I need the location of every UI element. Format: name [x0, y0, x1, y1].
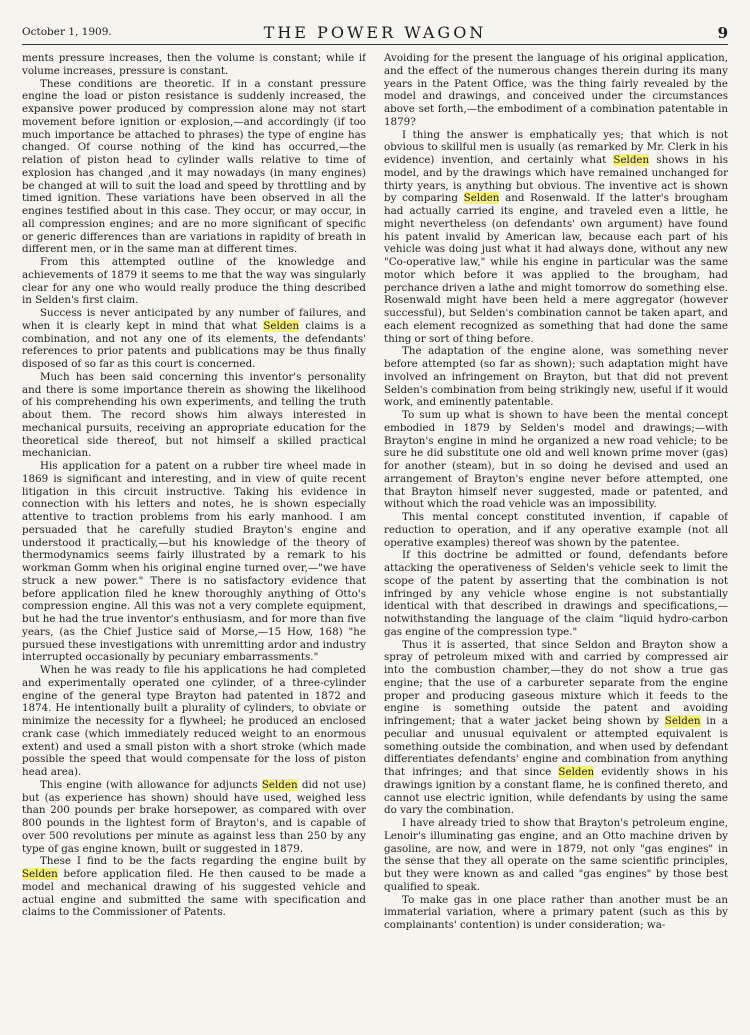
paragraph [22, 256, 366, 307]
highlighted-term: Selden [558, 766, 595, 778]
paragraph [384, 511, 728, 549]
paragraph-text: claims is a combination, and not any one of its elements, the defendants' references to prior patents and publications may be thus finally disposed of so far as this court is concerned. [22, 319, 366, 370]
paragraph-text: ments pressure increases, then the volume is constant; while if volume increases, pressure is constant. [22, 52, 366, 77]
paragraph-text: did not use) but (as experience has shown) should have used, weighed less than 200 pounds per brake horsepower, as compared with over 800 pounds in the lightest form of Brayton's, and is capable of over 500 revolutions per minute as against less than 250 by any type of gas engine known, built or suggested in 1879. [22, 778, 366, 855]
paragraph-text: From this attempted outline of the knowledge and achievements of 1879 it seems to me that the way was singularly clear for any one who would really produce the thing described in Selden's first claim. [22, 256, 366, 307]
paragraph-text: evidently shows in his drawings ignition by a constant flame, he is confined thereto, and cannot use electric ignition, while defendants by using the same do vary the combination. [384, 766, 728, 817]
paragraph-text: in a peculiar and unusual equivalent or attempted equivalent is something outside the combination, and when used by defendant differentiates defendants' engine and combination from anything that infringes; and that since [384, 715, 728, 778]
paragraph-text: To make gas in one place rather than another must be an immaterial variation, where a primary patent (such as this by complainants' contention) is under consideration; wa- [384, 893, 728, 931]
publication-title: THE POWER WAGON [263, 23, 487, 42]
page-number: 9 [717, 24, 728, 42]
paragraph-text: His application for a patent on a rubber tire wheel made in 1869 is significant and interesting, and in view of quite recent litigation in this circuit instructive. Taking his evidence in connection with his letters and notes, he is shown especially attentive to traction problems from his early manhood. I am persuaded that he carefully studied Brayton's engine and understood it practically,—but his knowledge of the theory of thermodynamics seems fairly illustrated by a remark to his workman Gomm when his original engine turned over,—"we have struck a new power." There is no satisfactory evidence that before application filed he knew thoroughly anything of Otto's compression engine. All this was not a very complete equipment, but he had the true inventor's enthusiasm, and for more than five years, (as the Chief Justice said of Morse,—15 How, 168) "he pursued these investigations with unremitting ardor and industry interrupted occasionally by pecuniary embarrassments." [22, 460, 366, 664]
paragraph-text: If this doctrine be admitted or found, defendants before attacking the operativeness of Selden's vehicle seek to limit the scope of the patent by asserting that the combination is not infringed by any vehicle whose engine is not substantially identical with that described in drawings and specifications,—notwithstanding the language of the claim "liquid hydro-carbon gas engine of the compression type." [384, 549, 728, 638]
paragraph-text: I thing the answer is emphatically yes; that which is not obvious to skillful men is usually (as remarked by Mr. Clerk in his evidence) invention, and certainly what [384, 128, 728, 166]
paragraph [22, 779, 366, 856]
paragraph-text: This mental concept constituted invention, if capable of reduction to operation, and if any operative example (not all operative examples) thereof was shown by the patentee. [384, 511, 728, 549]
paragraph-text: These I find to be the facts regarding the engine built by [40, 855, 366, 868]
issue-date: October 1, 1909. [22, 26, 112, 38]
paragraph [22, 371, 366, 460]
paragraph-text: Avoiding for the present the language of his original application, and the effect of the numerous changes therein during its many years in the Patent Office, was the thing fairly revealed by the model and drawings, and conceived under the circumstances above set forth,—the embodiment of a combination patentable in 1879? [384, 52, 728, 128]
paragraph [22, 78, 366, 257]
paragraph-text: The adaptation of the engine alone, was something never before attempted (so far as shown); such adaptation might have involved an infringement on Brayton, but that did not prevent Selden's combination from being strikingly new, useful if it would work, and eminently patentable. [384, 345, 728, 409]
paragraph-text: shows in his model, and by the drawings which have remained unchanged for thirty years, is anything but obvious. The inventive act is shown by comparing [384, 154, 728, 205]
paragraph [384, 129, 728, 346]
paragraph [22, 664, 366, 779]
page-header [22, 22, 728, 45]
paragraph-text: I have already tried to show that Brayton's petroleum engine, Lenoir's illuminating gas engine, and an Otto machine driven by gasoline, are now, and were in 1879, not only "gas engines" in the sense that they all operate on the same scientific principles, but they were known as and called "gas engines" by those best qualified to speak. [384, 817, 728, 893]
highlighted-term: Selden [664, 715, 701, 727]
paragraph [22, 307, 366, 371]
paragraph [384, 52, 728, 129]
paragraph [22, 460, 366, 664]
right-text-column [384, 52, 728, 1027]
paragraph-text: and Rosenwald. If the latter's brougham had actually carried its engine, and traveled even a little, he might nevertheless (on defendants' own argument) have found his patent invalid by American law, because each part of his vehicle was doing just what it had always done, without any new "Co-operative law," while his engine in particular was the same motor which before it was applied to the brougham, had perchance driven a lathe and might tomorrow do something else. Rosenwald might have been held a mere aggregator (however successful), but Selden's combination cannot be taken apart, and each element recognized as something that had done the same thing or sort of thing before. [384, 192, 728, 345]
highlighted-term: Selden [22, 868, 58, 880]
paragraph [384, 409, 728, 511]
paragraph-text: This engine (with allowance for adjuncts [40, 778, 262, 791]
paragraph-text: To sum up what is shown to have been the mental concept embodied in 1879 by Selden's model and drawings;—with Brayton's engine in mind he organized a new road vehicle; to be sure he did substitute one old and well known prime mover (gas) for another (steam), but in so doing he devised and used an arrangement of Brayton's engine never before attempted, one that Brayton himself never suggested, made or patented, and without which the road vehicle was an impossibility. [384, 409, 728, 511]
paragraph-text: Much has been said concerning this inventor's personality and there is some importance therein as showing the likelihood of his comprehending his own experiments, and telling the truth about them. The record shows him always interested in mechanical pursuits, receiving an appropriate education for the theoretical side thereof, but not himself a skilled practical mechanician. [22, 370, 366, 460]
highlighted-term: Selden [463, 192, 500, 205]
paragraph [384, 894, 728, 932]
paragraph [384, 345, 728, 409]
paragraph-text: Thus it is asserted, that since Seldon and Brayton show a spray of petroleum mixed with and carried by compressed air into the combustion chamber,—they do not show a true gas engine; that the use of a carbureter separate from the engine proper and producing gaseous mixture which it feeds to the engine is something outside the patent and avoiding infringement; that a water jacket being shown by [384, 638, 728, 727]
paragraph [22, 855, 366, 919]
paragraph [384, 817, 728, 894]
paragraph-text: Success is never anticipated by any number of failures, and when it is clearly kept in mind that what [22, 307, 366, 332]
paragraph [384, 639, 728, 818]
paragraph-text: When he was ready to file his applications he had completed and experimentally operated one cylinder, of a three-cylinder engine of the general type Brayton had patented in 1872 and 1874. He intentionally built a plurality of cylinders, to obviate or minimize the necessity for a flywheel; he produced an enclosed crank case (which immediately reduced weight to an enormous extent) and used a small piston with a short stroke (which made possible the speed that would compensate for the loss of piston head area). [22, 664, 366, 778]
paragraph-text: These conditions are theoretic. If in a constant pressure engine the load or piston resistance is suddenly increased, the expansive power produced by compression alone may not start movement before ignition or explosion,—and accordingly (if too much importance be attached to phrases) the type of engine has changed. Of course nothing of the kind has occurred,—the relation of piston head to cylinder walls relative to time of explosion has changed ,and it may nowadays (in many engines) be changed at will to suit the load and speed by throttling and by timed ignition. These variations have been observed in all the engines testified about in this case. They occur, or may occur, in all compression engines; and are no more significant of specific or generic differences than are variations in rapidity of breath in different men, or in the same man at different times. [22, 77, 366, 256]
highlighted-term: Selden [613, 154, 650, 166]
highlighted-term: Selden [261, 778, 298, 791]
left-text-column [22, 52, 366, 1027]
paragraph-text: before application filed. He then caused to be made a model and mechanical drawing of his suggested vehicle and actual engine and submitted the same with specification and claims to the Commissioner of Patents. [22, 868, 366, 919]
highlighted-term: Selden [263, 319, 300, 332]
paragraph [384, 549, 728, 638]
paragraph [22, 52, 366, 78]
